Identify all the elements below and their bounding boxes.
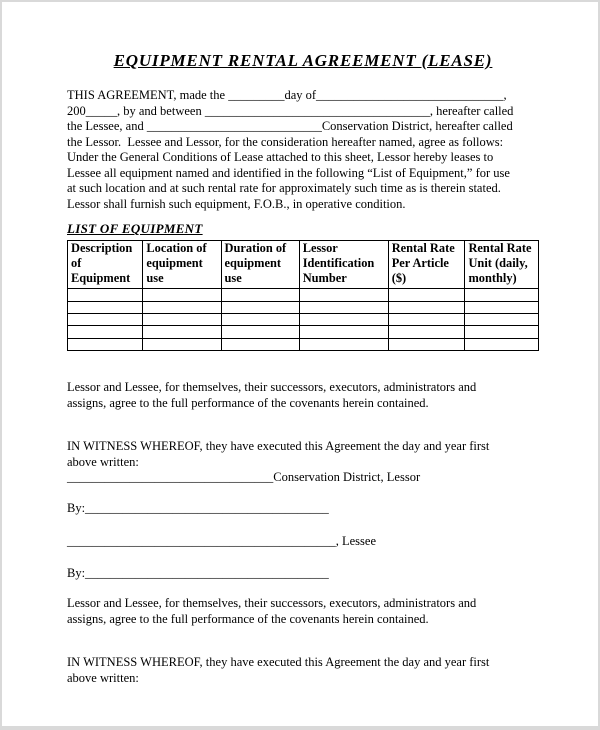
table-cell xyxy=(143,289,221,301)
table-row xyxy=(68,289,539,301)
table-cell xyxy=(68,289,143,301)
table-cell xyxy=(388,338,465,350)
table-cell xyxy=(68,338,143,350)
intro-paragraph xyxy=(67,88,539,212)
table-cell xyxy=(388,289,465,301)
intro-line: the Lessor. Lessee and Lessor, for the consideration hereafter named, agree as follows: xyxy=(67,134,504,149)
column-header-rental-rate: Rental Rate Per Article ($) xyxy=(388,240,465,289)
covenant-paragraph-repeat xyxy=(67,596,539,627)
column-header-duration: Duration of equipment use xyxy=(221,240,299,289)
table-cell xyxy=(221,313,299,325)
column-header-description: Description of Equipment xyxy=(68,240,143,289)
column-header-lessor-id: Lessor Identification Number xyxy=(299,240,388,289)
table-cell xyxy=(143,338,221,350)
table-cell xyxy=(68,326,143,338)
table-cell xyxy=(388,313,465,325)
equipment-table-body xyxy=(68,289,539,351)
witness-paragraph xyxy=(67,439,539,486)
table-cell xyxy=(465,313,539,325)
table-cell xyxy=(68,313,143,325)
table-row xyxy=(68,301,539,313)
covenant-paragraph xyxy=(67,380,539,411)
table-cell xyxy=(221,289,299,301)
intro-line: at such location and at such rental rate for approximately such time as is therein stated. xyxy=(67,181,501,195)
lessee-signature-line: ___________________________________________, Lessee xyxy=(67,534,377,549)
intro-line: Lessee all equipment named and identified in the following “List of Equipment,” for use xyxy=(67,165,510,180)
witness-paragraph-repeat xyxy=(67,655,539,686)
intro-line: 200_____, by and between ____________________________________, hereafter called xyxy=(67,103,514,118)
table-row xyxy=(68,338,539,350)
table-cell xyxy=(299,313,388,325)
table-row xyxy=(68,313,539,325)
covenant-line: Lessor and Lessee, for themselves, their successors, executors, administrators and xyxy=(67,596,477,611)
equipment-list-heading: LIST OF EQUIPMENT xyxy=(67,221,203,236)
table-cell xyxy=(465,301,539,313)
document-title: EQUIPMENT RENTAL AGREEMENT (LEASE) xyxy=(113,51,493,70)
covenant-line: assigns, agree to the full performance of the covenants herein contained. xyxy=(67,395,429,410)
covenant-line: Lessor and Lessee, for themselves, their successors, executors, administrators and xyxy=(67,380,477,395)
table-cell xyxy=(388,326,465,338)
table-cell xyxy=(299,326,388,338)
intro-line: THIS AGREEMENT, made the _________day of______________________________, xyxy=(67,88,507,102)
witness-line: above written: xyxy=(67,454,139,469)
table-cell xyxy=(221,338,299,350)
table-cell xyxy=(143,301,221,313)
witness-line: above written: xyxy=(67,670,139,685)
table-cell xyxy=(143,326,221,338)
table-header-row xyxy=(68,240,539,289)
column-header-rate-unit: Rental Rate Unit (daily, monthly) xyxy=(465,240,539,289)
intro-line: Under the General Conditions of Lease attached to this sheet, Lessor hereby leases to xyxy=(67,150,494,164)
intro-line: Lessor shall furnish such equipment, F.O.B., in operative condition. xyxy=(67,196,406,211)
table-cell xyxy=(68,301,143,313)
equipment-table xyxy=(67,240,539,352)
column-header-location: Location of equipment use xyxy=(143,240,221,289)
witness-line: IN WITNESS WHEREOF, they have executed this Agreement the day and year first xyxy=(67,655,490,670)
table-cell xyxy=(143,313,221,325)
covenant-line: assigns, agree to the full performance of the covenants herein contained. xyxy=(67,611,429,626)
table-cell xyxy=(299,338,388,350)
table-cell xyxy=(465,289,539,301)
table-cell xyxy=(388,301,465,313)
lessor-signature-line: _________________________________Conservation District, Lessor xyxy=(67,470,421,485)
table-cell xyxy=(299,289,388,301)
table-cell xyxy=(299,301,388,313)
table-cell xyxy=(221,326,299,338)
witness-line: IN WITNESS WHEREOF, they have executed this Agreement the day and year first xyxy=(67,439,490,454)
table-cell xyxy=(465,326,539,338)
intro-line: the Lessee, and ____________________________Conservation District, hereafter called xyxy=(67,119,513,133)
table-cell xyxy=(465,338,539,350)
table-row xyxy=(68,326,539,338)
by-signature-line-1: By:_______________________________________ xyxy=(67,500,329,515)
equipment-table-header xyxy=(68,240,539,289)
table-cell xyxy=(221,301,299,313)
by-signature-line-2: By:_______________________________________ xyxy=(67,565,329,580)
